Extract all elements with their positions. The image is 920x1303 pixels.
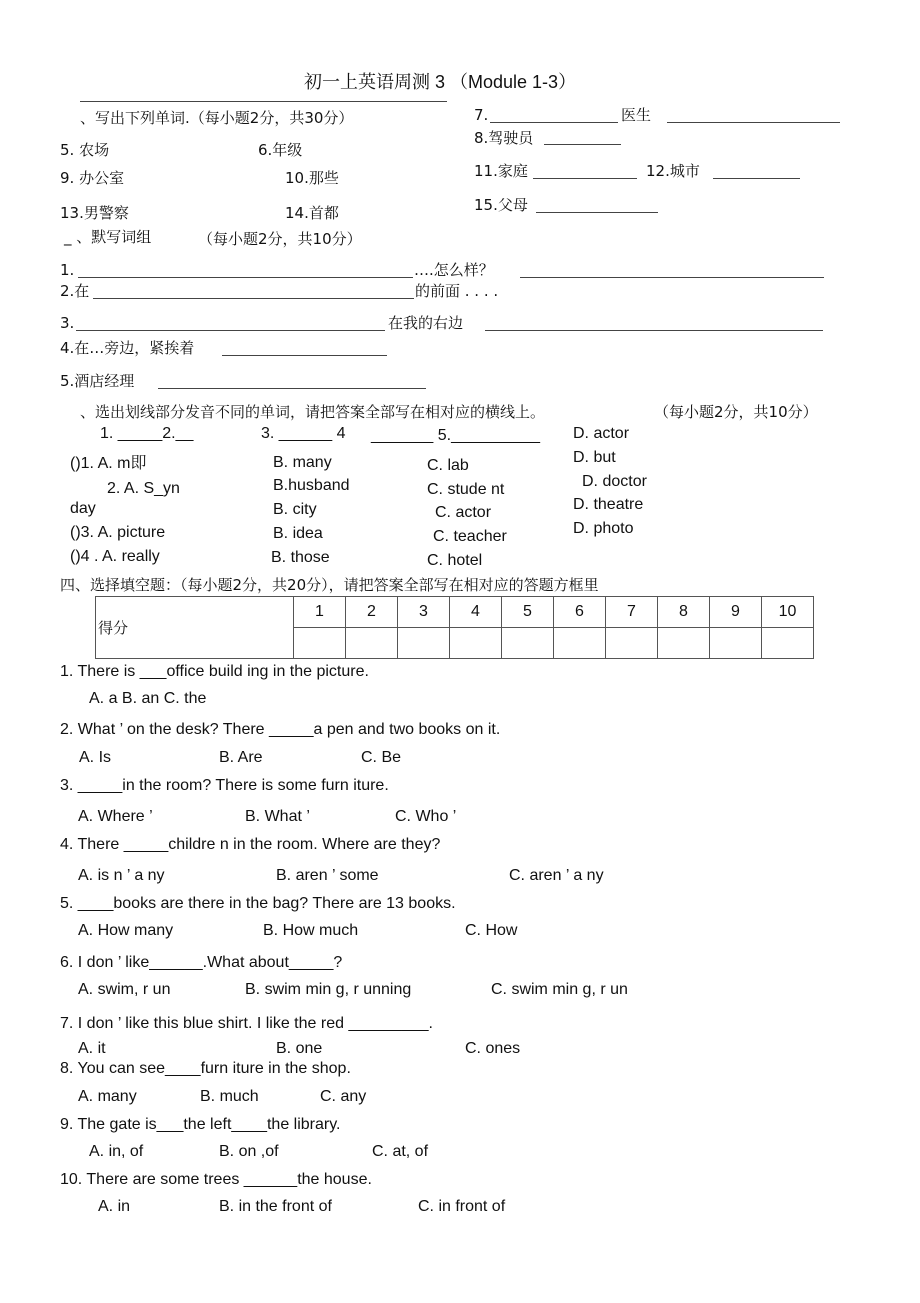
answer-blank[interactable] bbox=[533, 178, 637, 179]
question-option: A. Is bbox=[79, 749, 112, 766]
answer-cell[interactable] bbox=[502, 628, 554, 659]
question-text: 5. ____books are there in the bag? There are 13 books. bbox=[60, 895, 456, 912]
word-item: 12.城市 bbox=[646, 162, 700, 180]
score-column-number: 1 bbox=[294, 597, 346, 628]
answer-row: _______ 5.__________ bbox=[371, 427, 541, 444]
word-item: 8.驾驶员 bbox=[474, 129, 534, 147]
option-b: B. idea bbox=[273, 525, 323, 542]
option-d: D. but bbox=[573, 449, 616, 466]
option-a: ()1. A. m即 bbox=[70, 455, 147, 472]
score-table bbox=[95, 596, 814, 659]
title-underline bbox=[80, 101, 447, 102]
phrase-item: 5.酒店经理 bbox=[60, 372, 135, 390]
word-item: 13.男警察 bbox=[60, 204, 129, 222]
answer-blank[interactable] bbox=[78, 277, 413, 278]
word-item: 医生 bbox=[621, 106, 652, 124]
question-option: A. is n ’ a ny bbox=[78, 867, 165, 884]
score-column-number: 2 bbox=[346, 597, 398, 628]
section3-points: （每小题2分，共10分） bbox=[654, 403, 818, 421]
answer-blank[interactable] bbox=[76, 330, 385, 331]
question-option: A. swim, r un bbox=[78, 981, 171, 998]
question-text: 3. _____in the room? There is some furn iture. bbox=[60, 777, 389, 794]
question-option: C. Who ’ bbox=[395, 808, 457, 825]
answer-blank[interactable] bbox=[222, 355, 387, 356]
word-item: 5. 农场 bbox=[60, 141, 110, 159]
option-a: day bbox=[70, 500, 96, 517]
question-option: A. it bbox=[78, 1040, 106, 1057]
question-option: A. many bbox=[78, 1088, 137, 1105]
word-item: 11.家庭 bbox=[474, 162, 528, 180]
option-c: C. lab bbox=[427, 457, 469, 474]
question-option: B. one bbox=[276, 1040, 323, 1057]
answer-row: 1. _____2.__ bbox=[100, 425, 194, 442]
score-label: 得分 bbox=[96, 597, 294, 659]
question-option: C. any bbox=[320, 1088, 367, 1105]
phrase-item: 在我的右边 bbox=[388, 314, 464, 332]
phrase-item: 2.在 bbox=[60, 282, 90, 300]
question-option: C. in front of bbox=[418, 1198, 506, 1215]
answer-blank[interactable] bbox=[485, 330, 823, 331]
section3-heading: 、选出划线部分发音不同的单词，请把答案全部写在相对应的横线上。 bbox=[80, 403, 546, 421]
question-text: 4. There _____childre n in the room. Where are they? bbox=[60, 836, 441, 853]
phrase-item: 3. bbox=[60, 314, 75, 332]
answer-cell[interactable] bbox=[554, 628, 606, 659]
question-text: 6. I don ’ like______.What about_____? bbox=[60, 954, 343, 971]
option-c: C. actor bbox=[435, 504, 492, 521]
question-option: B. aren ’ some bbox=[276, 867, 379, 884]
phrase-item: 4.在…旁边，紧挨着 bbox=[60, 339, 195, 357]
question-option: A. in bbox=[98, 1198, 131, 1215]
word-item: 14.首都 bbox=[285, 204, 339, 222]
page-title: 初一上英语周测 3 （Module 1-3） bbox=[304, 72, 577, 92]
question-option: C. Be bbox=[361, 749, 402, 766]
answer-blank[interactable] bbox=[520, 277, 824, 278]
word-item: 10.那些 bbox=[285, 169, 339, 187]
option-d: D. doctor bbox=[582, 473, 647, 490]
option-a: 2. A. S_yn bbox=[107, 480, 180, 497]
option-b: B.husband bbox=[273, 477, 350, 494]
option-d: D. photo bbox=[573, 520, 634, 537]
question-option: C. How bbox=[465, 922, 518, 939]
answer-blank[interactable] bbox=[158, 388, 426, 389]
question-option: B. on ,of bbox=[219, 1143, 279, 1160]
answer-cell[interactable] bbox=[294, 628, 346, 659]
option-c: C. teacher bbox=[433, 528, 507, 545]
score-column-number: 10 bbox=[762, 597, 814, 628]
section1-heading: 、写出下列单词.（每小题2分，共30分） bbox=[80, 109, 354, 127]
answer-blank[interactable] bbox=[544, 144, 621, 145]
answer-cell[interactable] bbox=[658, 628, 710, 659]
option-d: D. theatre bbox=[573, 496, 644, 513]
answer-row: 3. ______ 4 bbox=[261, 425, 346, 442]
question-option: B. What ’ bbox=[245, 808, 310, 825]
answer-cell[interactable] bbox=[346, 628, 398, 659]
answer-cell[interactable] bbox=[450, 628, 502, 659]
option-a: ()4 . A. really bbox=[70, 548, 160, 565]
question-option: A. Where ’ bbox=[78, 808, 153, 825]
question-option: A. How many bbox=[78, 922, 174, 939]
answer-blank[interactable] bbox=[713, 178, 800, 179]
answer-blank[interactable] bbox=[93, 298, 414, 299]
score-column-number: 7 bbox=[606, 597, 658, 628]
question-option: B. swim min g, r unning bbox=[245, 981, 412, 998]
answer-cell[interactable] bbox=[762, 628, 814, 659]
answer-cell[interactable] bbox=[710, 628, 762, 659]
question-option: C. swim min g, r un bbox=[491, 981, 628, 998]
phrase-item: 的前面 . . . . bbox=[415, 282, 499, 300]
word-item: 15.父母 bbox=[474, 196, 528, 214]
question-option: B. Are bbox=[219, 749, 263, 766]
section2-points: （每小题2分，共10分） bbox=[198, 230, 362, 248]
question-text: 8. You can see____furn iture in the shop. bbox=[60, 1060, 351, 1077]
question-text: 1. There is ___office build ing in the picture. bbox=[60, 663, 369, 680]
question-option: C. aren ’ a ny bbox=[509, 867, 604, 884]
answer-cell[interactable] bbox=[606, 628, 658, 659]
question-option: B. How much bbox=[263, 922, 359, 939]
question-text: 10. There are some trees ______the house. bbox=[60, 1171, 372, 1188]
question-text: 2. What ’ on the desk? There _____a pen and two books on it. bbox=[60, 721, 501, 738]
section2-heading: _ 、默写词组 bbox=[64, 228, 152, 246]
phrase-item: ….怎么样？ bbox=[414, 261, 494, 279]
score-column-number: 4 bbox=[450, 597, 502, 628]
score-column-number: 5 bbox=[502, 597, 554, 628]
score-column-number: 6 bbox=[554, 597, 606, 628]
answer-cell[interactable] bbox=[398, 628, 450, 659]
question-option: A. a B. an C. the bbox=[89, 690, 207, 707]
option-b: B. many bbox=[273, 454, 332, 471]
answer-blank[interactable] bbox=[667, 122, 840, 123]
word-item: 6.年级 bbox=[258, 141, 303, 159]
word-item: 9. 办公室 bbox=[60, 169, 125, 187]
word-item: 7. bbox=[474, 106, 489, 124]
option-a: ()3. A. picture bbox=[70, 524, 166, 541]
option-c: C. hotel bbox=[427, 552, 483, 569]
option-b: B. those bbox=[271, 549, 330, 566]
question-text: 7. I don ’ like this blue shirt. I like the red _________. bbox=[60, 1015, 433, 1032]
option-c: C. stude nt bbox=[427, 481, 505, 498]
score-column-number: 3 bbox=[398, 597, 450, 628]
answer-blank[interactable] bbox=[490, 122, 618, 123]
section4-heading: 四、选择填空题：（每小题2分，共20分），请把答案全部写在相对应的答题方框里 bbox=[60, 576, 599, 594]
question-option: C. ones bbox=[465, 1040, 521, 1057]
phrase-item: 1. bbox=[60, 261, 75, 279]
question-option: C. at, of bbox=[372, 1143, 429, 1160]
question-option: A. in, of bbox=[89, 1143, 144, 1160]
option-b: B. city bbox=[273, 501, 317, 518]
question-text: 9. The gate is___the left____the library. bbox=[60, 1116, 341, 1133]
option-d: D. actor bbox=[573, 425, 630, 442]
answer-blank[interactable] bbox=[536, 212, 658, 213]
question-option: B. much bbox=[200, 1088, 259, 1105]
score-column-number: 9 bbox=[710, 597, 762, 628]
score-column-number: 8 bbox=[658, 597, 710, 628]
question-option: B. in the front of bbox=[219, 1198, 332, 1215]
